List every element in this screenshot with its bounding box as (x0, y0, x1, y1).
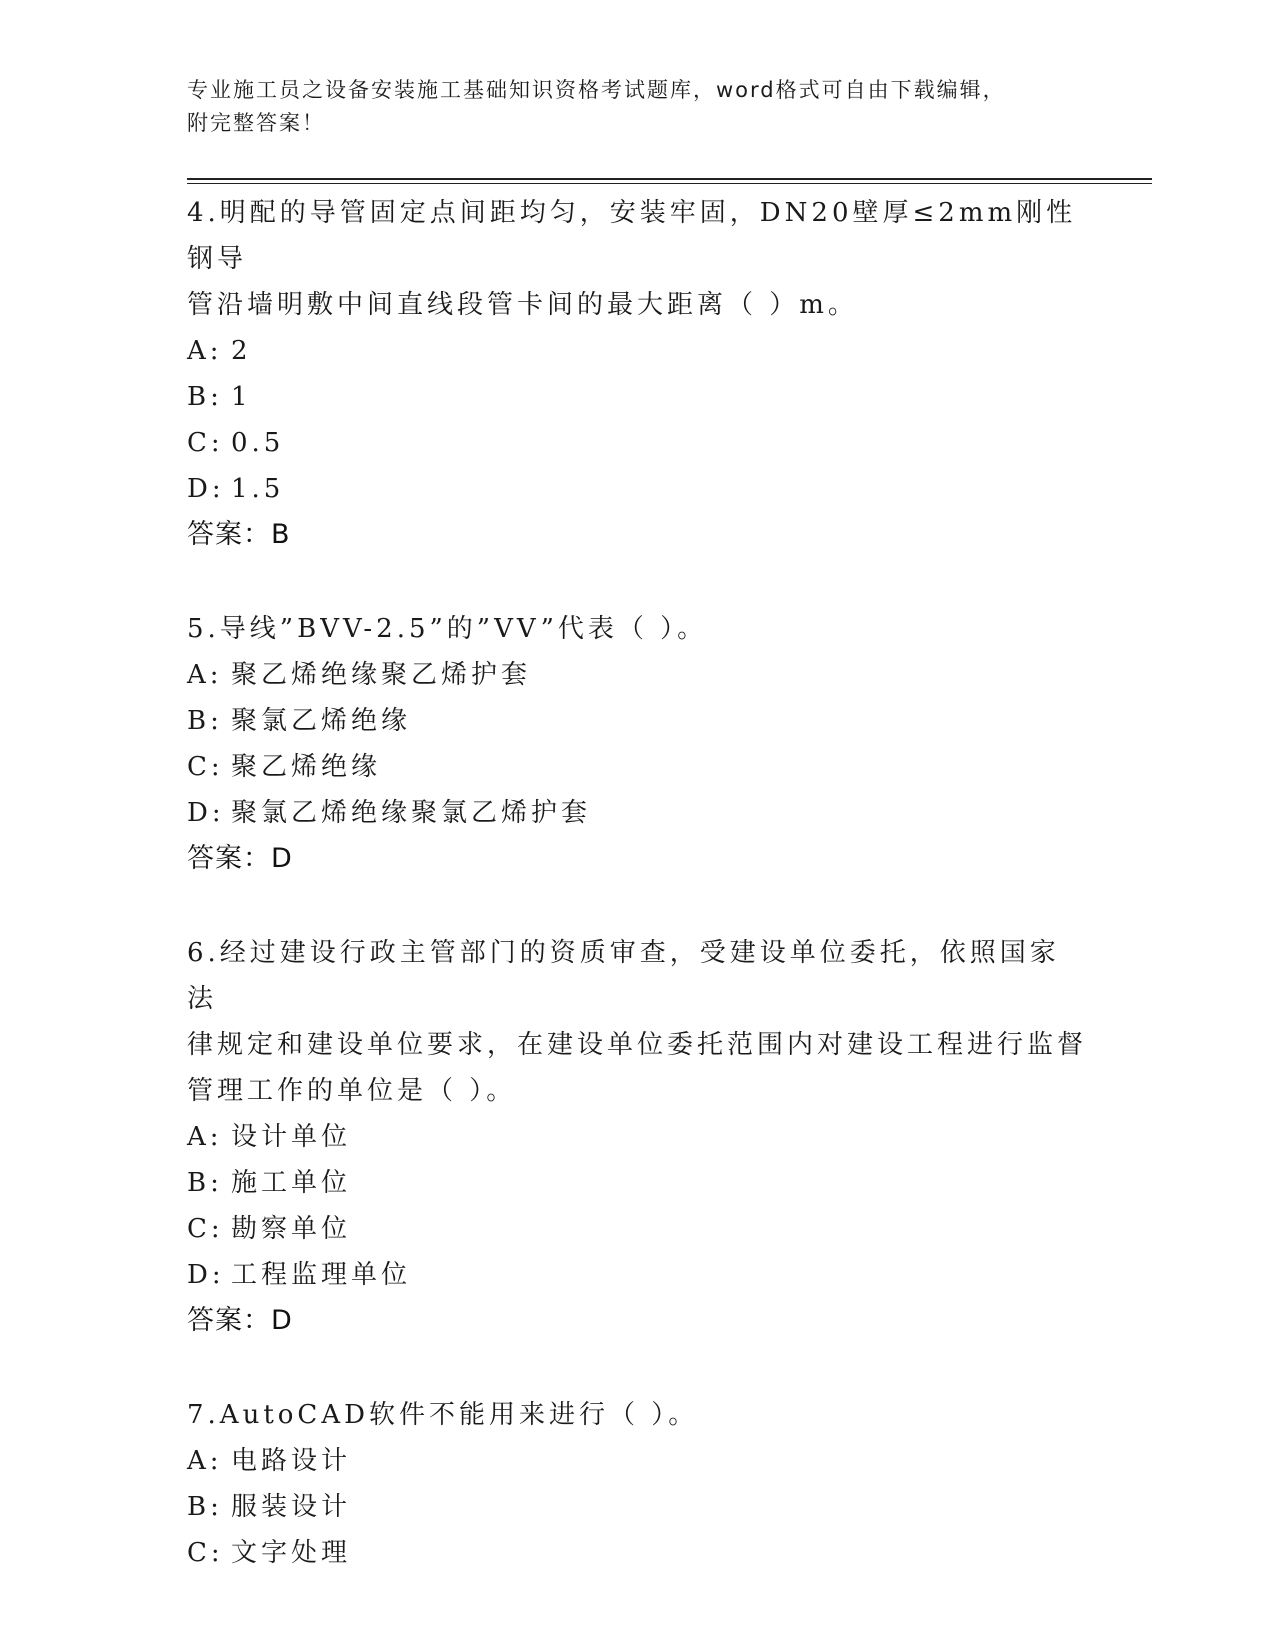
option-b (187, 698, 1087, 744)
question-4 (187, 190, 1087, 558)
option-c (187, 420, 1087, 466)
option-text: 施工单位 (231, 1168, 352, 1198)
option-letter: D: (187, 1260, 225, 1290)
document-header (187, 74, 1087, 140)
option-letter: A: (187, 1122, 223, 1152)
option-letter: B: (187, 1492, 223, 1522)
option-letter: A: (187, 660, 223, 690)
option-a (187, 328, 1087, 374)
stem-line: 6.经过建设行政主管部门的资质审查，受建设单位委托，依照国家法 (187, 938, 1060, 1014)
option-text: 设计单位 (231, 1122, 352, 1152)
option-text: 工程监理单位 (231, 1260, 412, 1290)
option-b (187, 374, 1087, 420)
stem-line: 5.导线”BVV-2.5”的”VV”代表（ ）。 (187, 614, 708, 644)
option-text: 电路设计 (231, 1446, 352, 1476)
option-text: 服装设计 (231, 1492, 352, 1522)
option-text: 1.5 (231, 474, 285, 504)
stem-line: 律规定和建设单位要求，在建设单位委托范围内对建设工程进行监督 (187, 1030, 1088, 1060)
option-c (187, 1530, 1087, 1576)
option-text: 勘察单位 (231, 1214, 352, 1244)
option-b (187, 1484, 1087, 1530)
option-b (187, 1160, 1087, 1206)
option-c (187, 1206, 1087, 1252)
option-text: 聚乙烯绝缘 (231, 752, 382, 782)
option-letter: B: (187, 382, 223, 412)
question-5 (187, 606, 1087, 882)
option-text: 聚氯乙烯绝缘 (231, 706, 412, 736)
header-divider-thick (187, 178, 1152, 180)
answer-line: 答案：B (187, 519, 291, 550)
option-text: 聚乙烯绝缘聚乙烯护套 (231, 660, 532, 690)
option-d (187, 466, 1087, 512)
question-stem (187, 930, 1087, 1114)
option-text: 聚氯乙烯绝缘聚氯乙烯护套 (231, 798, 592, 828)
option-a (187, 652, 1087, 698)
answer-line: 答案：D (187, 1305, 293, 1336)
header-line-2: 附完整答案！ (187, 111, 325, 135)
stem-line: 7.AutoCAD软件不能用来进行（ ）。 (187, 1400, 699, 1430)
option-text: 0.5 (231, 428, 285, 458)
option-text: 1 (231, 382, 252, 412)
header-line-1: 专业施工员之设备安装施工基础知识资格考试题库，word格式可自由下载编辑， (187, 78, 1006, 102)
option-letter: C: (187, 428, 224, 458)
option-text: 2 (231, 336, 252, 366)
stem-line: 管理工作的单位是（ ）。 (187, 1076, 517, 1106)
option-letter: D: (187, 798, 225, 828)
option-c (187, 744, 1087, 790)
option-letter: A: (187, 1446, 223, 1476)
option-letter: B: (187, 1168, 223, 1198)
answer-line: 答案：D (187, 843, 293, 874)
question-stem (187, 606, 1087, 652)
option-d (187, 790, 1087, 836)
stem-line: 4.明配的导管固定点间距均匀，安装牢固，DN20壁厚≤2mm刚性钢导 (187, 198, 1077, 274)
option-a (187, 1438, 1087, 1484)
option-letter: B: (187, 706, 223, 736)
question-list (187, 190, 1087, 1624)
question-stem (187, 1392, 1087, 1438)
stem-line: 管沿墙明敷中间直线段管卡间的最大距离（ ）m。 (187, 290, 858, 320)
question-stem (187, 190, 1087, 328)
option-letter: C: (187, 1214, 224, 1244)
option-text: 文字处理 (231, 1538, 352, 1568)
question-6 (187, 930, 1087, 1344)
option-d (187, 1252, 1087, 1298)
header-divider-thin (187, 183, 1152, 184)
question-7 (187, 1392, 1087, 1576)
option-letter: C: (187, 1538, 224, 1568)
option-letter: D: (187, 474, 225, 504)
option-letter: C: (187, 752, 224, 782)
option-a (187, 1114, 1087, 1160)
option-letter: A: (187, 336, 223, 366)
